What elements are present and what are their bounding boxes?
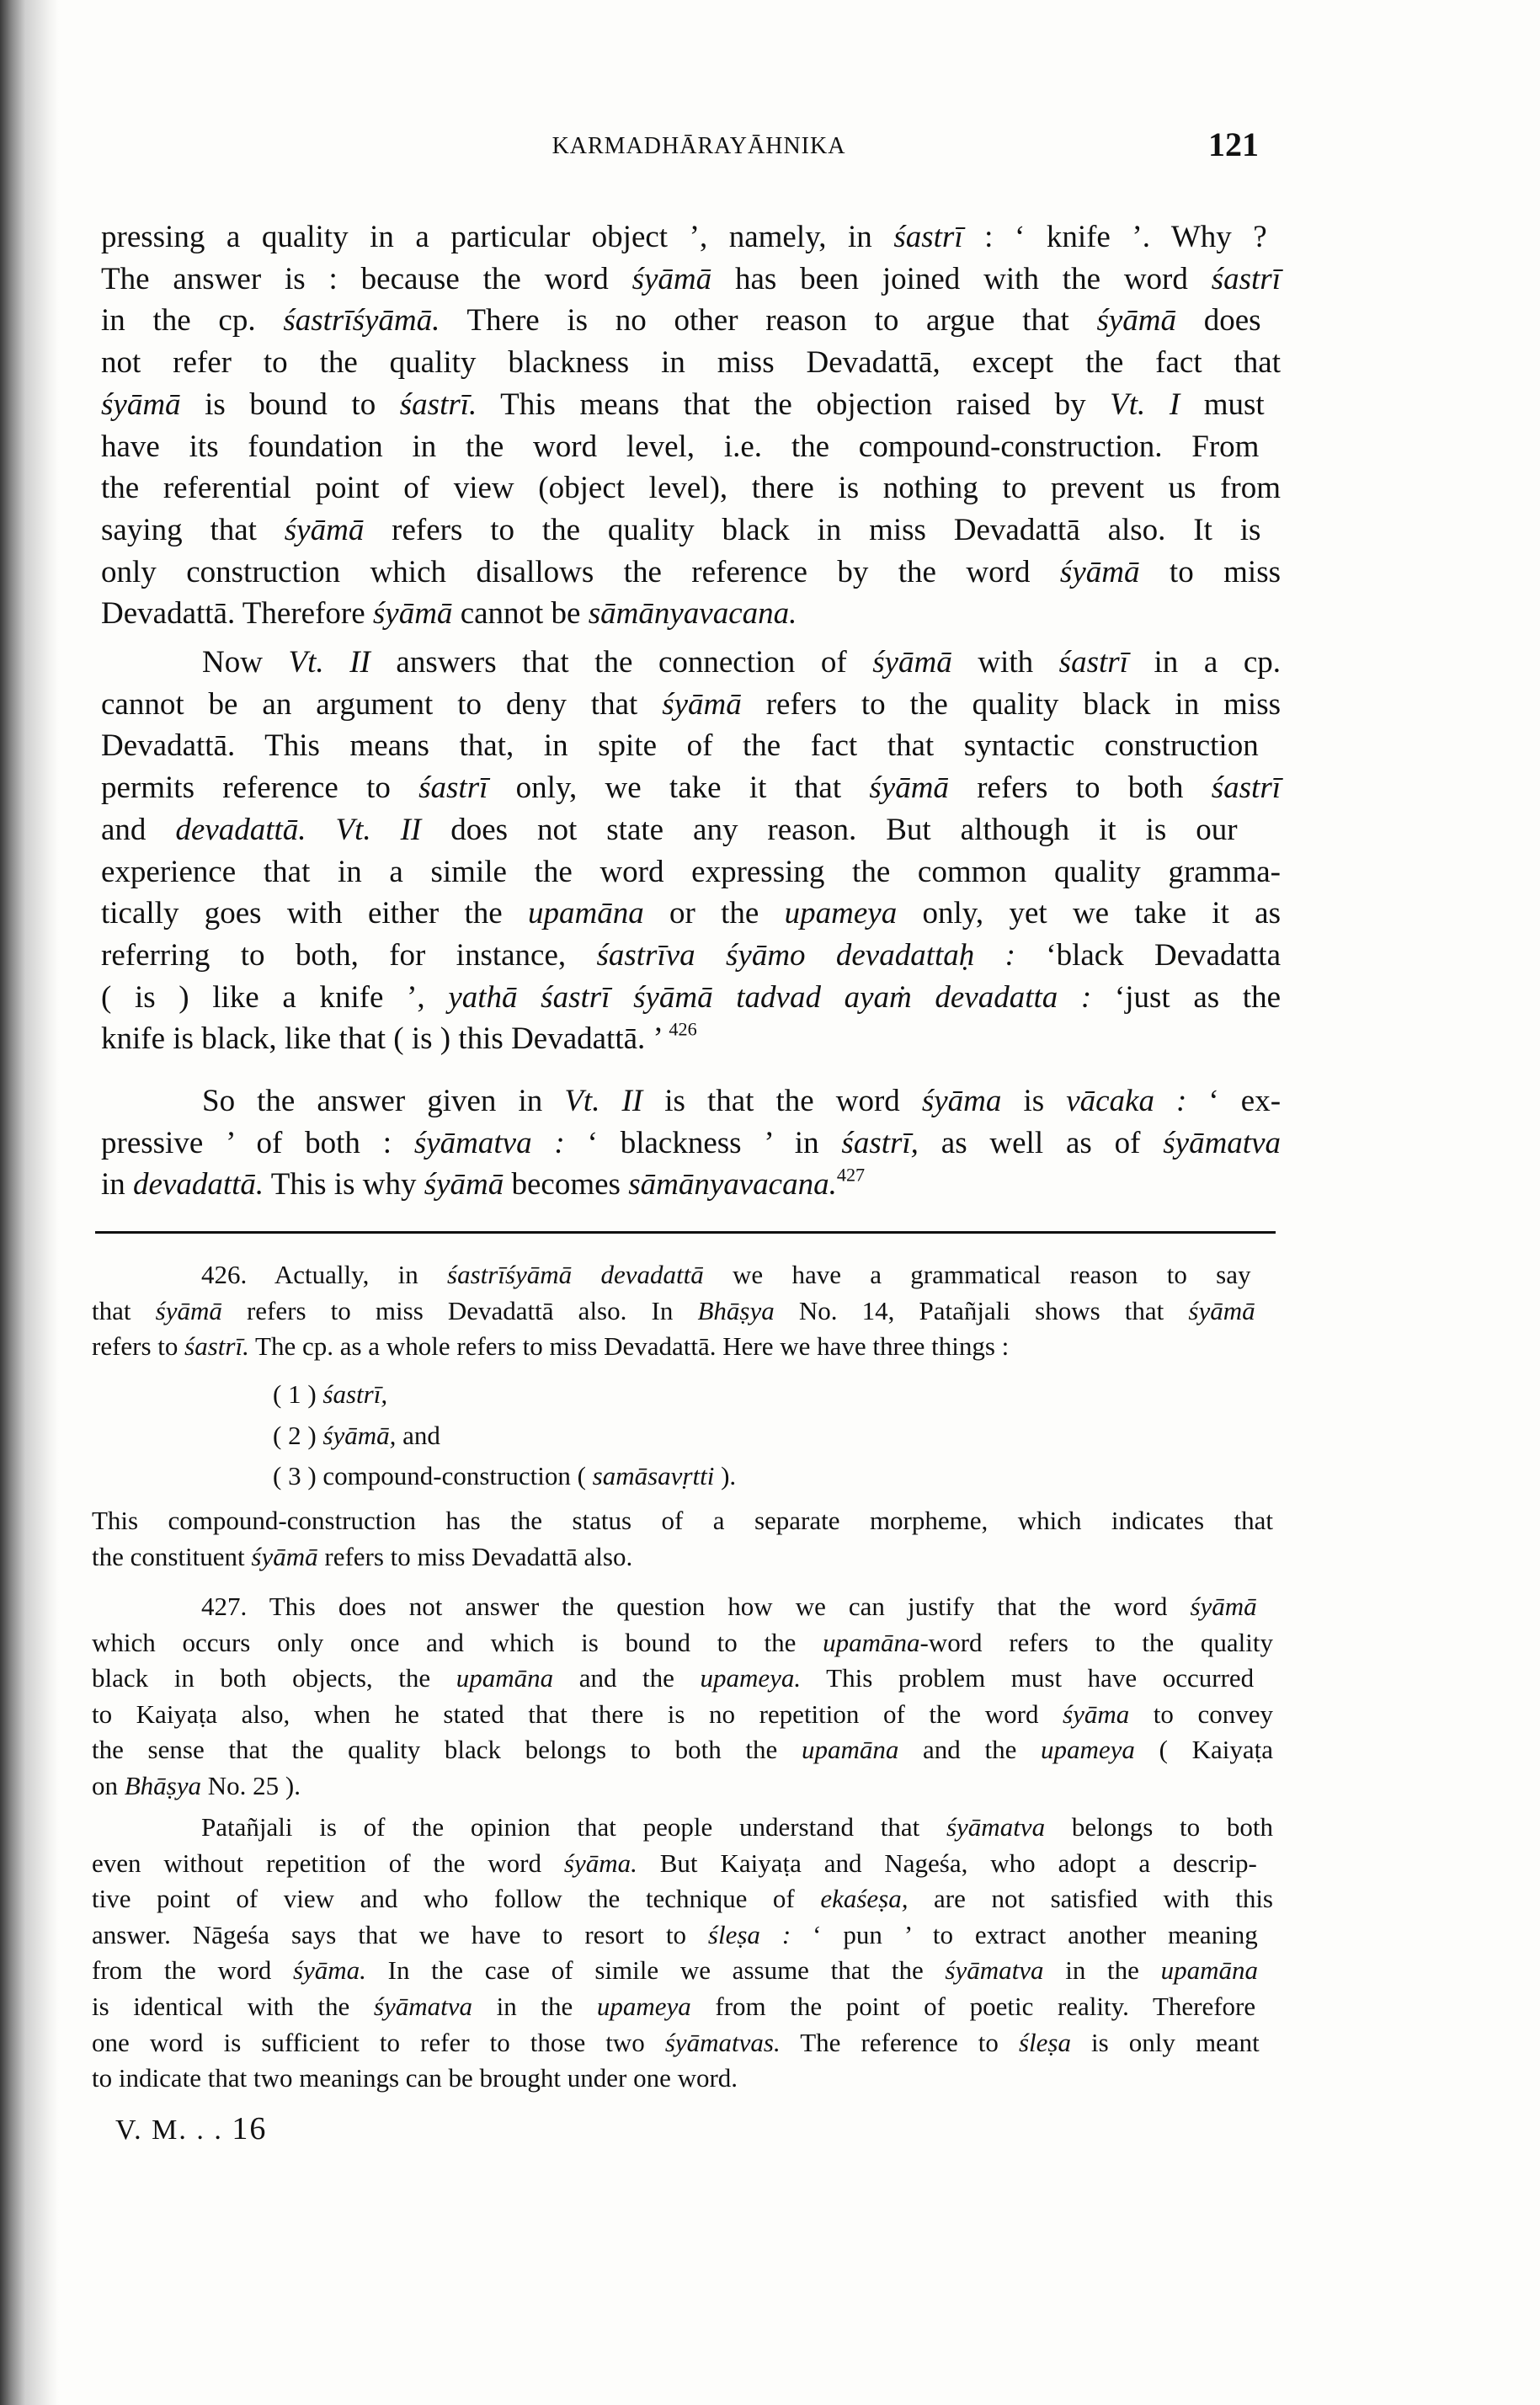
text-run: ‘black Devadatta <box>1015 937 1281 973</box>
running-head: KARMADHĀRAYĀHNIKA <box>552 133 846 159</box>
text-line-content <box>101 1018 697 1060</box>
text-line <box>92 1661 1273 1697</box>
text-line-content <box>92 1293 1255 1330</box>
text-run: This compound-construction has the status of a separate morpheme, which indicates that <box>92 1506 1273 1535</box>
text-line-content <box>101 725 1259 767</box>
text-run: even without repetition of the word <box>92 1848 564 1878</box>
text-run: In the case of simile we assume that the <box>365 1955 946 1986</box>
italic-term: śleṣa <box>1018 2027 1071 2057</box>
italic-term: upamāna <box>801 1735 899 1765</box>
text-run: ( 3 ) compound-construction ( <box>273 1461 593 1491</box>
footnote-427 <box>92 1589 1273 1805</box>
italic-term: śyāmā <box>631 261 712 296</box>
text-run: tically goes with either the <box>101 896 528 931</box>
text-line <box>92 1989 1273 2025</box>
text-line <box>101 851 1281 893</box>
text-line-content <box>202 1080 1281 1123</box>
text-line <box>101 725 1281 767</box>
text-run: in <box>101 1167 134 1202</box>
text-line <box>92 1456 1273 1497</box>
text-line <box>101 1080 1281 1123</box>
text-line-content <box>101 467 1281 509</box>
text-run: is <box>1001 1084 1067 1118</box>
text-line-content <box>92 1697 1273 1733</box>
text-line-content <box>101 384 1265 426</box>
italic-term: upamāna <box>527 896 644 931</box>
text-run: This means that the objection raised by <box>477 387 1111 422</box>
italic-term: upamāna <box>456 1663 554 1693</box>
italic-term: Vt. II <box>564 1084 643 1118</box>
italic-term: śyāmā <box>1188 1295 1255 1325</box>
italic-term: sāmānyavacana. <box>588 596 797 632</box>
text-run: This is why <box>264 1167 424 1202</box>
text-run: and <box>396 1420 440 1450</box>
text-line <box>92 1846 1273 1882</box>
italic-term: devadattā. <box>175 812 306 847</box>
text-run: from the point of poetic reality. Therefore <box>690 1991 1256 2021</box>
text-run: Now <box>202 645 289 680</box>
text-line <box>92 1293 1273 1330</box>
italic-term: śastrī. <box>184 1331 249 1362</box>
text-line-content <box>92 1917 1258 1954</box>
italic-term: śastrīśyāmā. <box>283 303 440 339</box>
footnote-rule <box>95 1231 1276 1234</box>
italic-term: Vt. II <box>288 645 370 680</box>
italic-term: śyāmā <box>251 1541 318 1571</box>
text-run: No. 14, Patañjali shows that <box>774 1295 1189 1325</box>
italic-term: śyāmā <box>284 512 365 547</box>
text-line <box>101 300 1281 342</box>
text-run: with <box>951 645 1059 680</box>
text-line-content <box>101 893 1281 935</box>
italic-term: śyāma. <box>292 1955 366 1986</box>
text-line-content <box>273 1456 736 1497</box>
text-run: -word refers to the quality <box>919 1627 1273 1657</box>
italic-term: śyāmā, <box>322 1420 397 1450</box>
text-run: ( is ) like a knife ’, <box>101 979 449 1015</box>
text-line <box>101 552 1281 594</box>
text-line-content <box>101 342 1281 384</box>
italic-term: śastrī <box>1211 771 1282 806</box>
text-line-content <box>101 509 1260 552</box>
text-run: does <box>1176 303 1261 339</box>
italic-term: vācaka : <box>1066 1084 1187 1118</box>
text-run: in the <box>1043 1955 1161 1986</box>
text-run: experience that in a simile the word expressing the common quality gramma- <box>101 854 1281 889</box>
text-run: the sense that the quality black belongs to both the <box>92 1735 802 1765</box>
text-run: refers to <box>92 1331 185 1362</box>
text-line-content <box>92 2061 738 2097</box>
text-line <box>92 1374 1273 1416</box>
text-line <box>101 342 1281 384</box>
body-paragraph <box>101 642 1281 1060</box>
text-line <box>92 1953 1273 1989</box>
text-run: cannot be an argument to deny that <box>101 686 663 722</box>
text-run: Patañjali is of the opinion that people understand that <box>201 1812 946 1842</box>
text-run: This problem must have occurred <box>801 1663 1255 1693</box>
italic-term: śastrīva śyāmo devadattaḥ : <box>596 937 1015 973</box>
text-line <box>101 1123 1281 1165</box>
text-run: and <box>101 812 176 847</box>
text-line <box>92 1416 1273 1457</box>
italic-term: śyāmatva <box>373 1991 472 2021</box>
text-line <box>101 216 1281 259</box>
italic-term: śastrī, <box>841 1125 919 1160</box>
text-run: only, we take it that <box>488 771 870 806</box>
text-line-content <box>101 552 1281 594</box>
text-run: The reference to <box>780 2027 1019 2057</box>
text-run: in the <box>472 1991 597 2021</box>
text-line <box>92 1768 1273 1805</box>
text-line <box>101 1018 1281 1060</box>
text-run: we have a grammatical reason to say <box>703 1260 1251 1289</box>
text-line-content <box>92 1989 1255 2025</box>
text-line <box>92 1697 1273 1733</box>
text-line <box>92 2025 1273 2061</box>
text-run: tive point of view and who follow the technique of <box>92 1884 821 1914</box>
italic-term: upamāna <box>1160 1955 1259 1986</box>
text-line-content <box>101 684 1281 726</box>
text-line-content <box>92 1539 632 1576</box>
text-line <box>101 426 1281 468</box>
italic-term: śastrī, <box>322 1379 388 1409</box>
text-line-content <box>273 1374 387 1416</box>
text-line <box>101 259 1281 301</box>
text-line <box>92 1810 1273 1846</box>
text-line <box>92 1329 1273 1365</box>
footnote-ref: 427 <box>836 1164 866 1186</box>
text-run: answers that the connection of <box>370 645 873 680</box>
italic-term: Bhāṣya <box>697 1295 775 1325</box>
italic-term: upameya <box>1041 1735 1135 1765</box>
italic-term: śyāmā <box>155 1295 222 1325</box>
text-run: as well as of <box>918 1125 1164 1160</box>
italic-term: śyāmā <box>1190 1592 1257 1621</box>
italic-term: śyāma <box>1063 1698 1130 1729</box>
text-run: to indicate that two meanings can be brought under one word. <box>92 2063 738 2093</box>
text-run: refers to both <box>948 771 1212 806</box>
text-run: ‘ blackness ’ in <box>564 1125 842 1160</box>
body-paragraph <box>101 1080 1281 1206</box>
text-line <box>92 1503 1273 1539</box>
text-run: pressive ’ of both : <box>101 1125 414 1160</box>
text-line <box>101 384 1281 426</box>
italic-term: upameya <box>596 1991 691 2021</box>
text-line <box>92 1881 1273 1917</box>
text-line-content <box>101 935 1281 977</box>
footnote-426 <box>92 1257 1273 1365</box>
text-run: is bound to <box>180 387 400 422</box>
text-line-content <box>92 1732 1273 1768</box>
text-line-content <box>92 1329 1009 1365</box>
italic-term: sāmānyavacana. <box>628 1167 837 1202</box>
text-line-content <box>201 1257 1250 1293</box>
text-run: has been joined with the word <box>711 261 1212 296</box>
text-line <box>92 1625 1273 1661</box>
italic-term: śyāmatva <box>1163 1125 1281 1160</box>
text-run: So the answer given in <box>202 1084 565 1118</box>
text-run: in a cp. <box>1127 645 1281 680</box>
text-run: to miss <box>1139 554 1281 589</box>
text-run: ‘just as the <box>1091 979 1281 1015</box>
text-run: one word is sufficient to refer to those two <box>92 2027 665 2057</box>
italic-term: samāsavṛtti <box>592 1461 715 1491</box>
italic-term: upamāna <box>823 1627 920 1657</box>
scan-edge-shadow <box>0 0 59 2405</box>
italic-term: śastrī <box>1211 261 1281 296</box>
text-run: to Kaiyaṭa also, when he stated that there is no repetition of the word <box>92 1698 1063 1729</box>
text-run: or the <box>643 896 785 931</box>
text-run: Devadattā. Therefore <box>101 596 373 632</box>
text-line-content <box>101 426 1259 468</box>
text-run: refers to miss Devadattā also. In <box>221 1295 698 1325</box>
italic-term: śyāma <box>921 1084 1002 1118</box>
text-line <box>92 1732 1273 1768</box>
text-run: does not state any reason. But although it is our <box>421 812 1238 847</box>
italic-term: śastrī. <box>399 387 477 422</box>
text-line <box>101 1164 1281 1206</box>
text-line-content <box>92 1768 301 1805</box>
text-run: There is no other reason to argue that <box>440 303 1097 339</box>
text-run: in the cp. <box>101 303 284 339</box>
signature-mark <box>115 2110 267 2147</box>
text-line-content <box>92 1503 1273 1539</box>
text-line <box>92 2061 1273 2097</box>
text-run: to convey <box>1129 1698 1273 1729</box>
text-run: Devadattā. This means that, in spite of the fact that syntactic construction <box>101 728 1259 764</box>
text-run: on <box>92 1770 125 1800</box>
italic-term: śyāmā <box>869 771 949 806</box>
text-run: which occurs only once and which is bound to the <box>92 1627 823 1657</box>
text-line-content <box>202 642 1281 684</box>
italic-term: śyāma. <box>563 1848 637 1878</box>
text-line <box>92 1539 1273 1576</box>
text-run: : ‘ knife ’. Why ? <box>962 220 1267 254</box>
footnote-426-list <box>92 1374 1273 1497</box>
italic-term: śyāmā <box>662 686 742 722</box>
text-line <box>92 1917 1273 1954</box>
italic-term: devadattā. <box>133 1167 264 1202</box>
text-line <box>101 509 1281 552</box>
text-run: cannot be <box>452 596 589 632</box>
text-run <box>306 813 336 847</box>
italic-term: śyāmatva <box>945 1955 1044 1986</box>
text-run: ( Kaiyaṭa <box>1134 1735 1274 1765</box>
text-line <box>101 977 1281 1019</box>
signature-number: 16 <box>232 2111 268 2146</box>
text-run: ( 1 ) <box>273 1379 323 1409</box>
text-line-content <box>101 1164 865 1206</box>
text-run: referring to both, for instance, <box>101 937 597 973</box>
text-line <box>101 467 1281 509</box>
text-run: and the <box>898 1735 1042 1765</box>
text-run: black in both objects, the <box>92 1663 456 1693</box>
text-run: ). <box>714 1461 737 1491</box>
italic-term: Bhāṣya <box>124 1770 202 1800</box>
text-run: is identical with the <box>92 1991 374 2021</box>
body-paragraph <box>101 216 1281 635</box>
text-line-content <box>92 1881 1273 1917</box>
text-run: belongs to both <box>1045 1812 1274 1842</box>
text-line-content <box>101 977 1281 1019</box>
italic-term: śyāmā <box>872 645 952 680</box>
footnote-426-continuation <box>92 1503 1273 1575</box>
text-line-content <box>101 851 1281 893</box>
text-run: that <box>92 1295 156 1325</box>
italic-term: śleṣa : <box>707 1919 791 1949</box>
text-run: not refer to the quality blackness in miss Devadattā, except the fact that <box>101 345 1281 381</box>
text-run: ‘ ex- <box>1186 1084 1282 1118</box>
text-run: are not satisfied with this <box>908 1884 1273 1914</box>
text-line-content <box>92 1846 1257 1882</box>
text-run: But Kaiyaṭa and Nageśa, who adopt a descrip- <box>637 1848 1257 1878</box>
text-line-content <box>92 1661 1254 1697</box>
text-run: only, yet we take it as <box>897 896 1281 931</box>
text-line <box>92 1589 1273 1625</box>
italic-term: śyāmā <box>424 1167 504 1202</box>
italic-term: upameya <box>784 896 898 931</box>
text-run: answer. Nāgeśa says that we have to resort to <box>92 1919 708 1949</box>
text-run: have its foundation in the word level, i.e. the compound-construction. From <box>101 429 1260 464</box>
text-line <box>101 684 1281 726</box>
text-run: becomes <box>504 1167 629 1202</box>
italic-term: śyāmatva : <box>413 1125 565 1160</box>
text-run: refers to miss Devadattā also. <box>317 1541 633 1571</box>
text-line <box>101 767 1281 809</box>
text-run: The cp. as a whole refers to miss Devadattā. Here we have three things : <box>248 1331 1010 1362</box>
text-line-content <box>201 1589 1257 1625</box>
text-run: refers to the quality black in miss <box>741 686 1281 722</box>
text-line-content <box>101 1123 1281 1165</box>
italic-term: ekaśeṣa, <box>820 1884 909 1914</box>
text-run: the constituent <box>92 1541 252 1571</box>
italic-term: yathā śastrī śyāmā tadvad ayaṁ devadatta : <box>448 979 1092 1015</box>
text-line-content <box>101 593 797 635</box>
text-run: ( 2 ) <box>273 1420 323 1450</box>
italic-term: śyāmatvas. <box>664 2027 781 2057</box>
italic-term: śastrī <box>893 220 963 254</box>
text-run: saying that <box>101 512 285 547</box>
text-line <box>101 642 1281 684</box>
text-run: is only meant <box>1070 2027 1260 2057</box>
italic-term: Vt. I <box>1110 387 1180 422</box>
footnote-ref: 426 <box>669 1018 697 1040</box>
text-run: 427. This does not answer the question how we can justify that the word <box>201 1592 1191 1621</box>
text-line <box>101 935 1281 977</box>
italic-term: upameya. <box>700 1663 802 1693</box>
text-line-content <box>101 767 1281 809</box>
footnote-427-continuation <box>92 1810 1273 2097</box>
text-line <box>101 893 1281 935</box>
italic-term: śyāmā <box>1096 303 1176 339</box>
text-line-content <box>92 2025 1260 2061</box>
text-run: from the word <box>92 1955 293 1986</box>
text-run: permits reference to <box>101 771 419 806</box>
text-line-content <box>101 300 1261 342</box>
page-number: 121 <box>1208 125 1259 163</box>
italic-term: Vt. II <box>335 812 422 847</box>
text-run: ‘ pun ’ to extract another meaning <box>791 1919 1258 1949</box>
text-run: pressing a quality in a particular object ’, namely, in <box>101 220 894 254</box>
text-run: knife is black, like that ( is ) this Devadattā. ’ <box>101 1021 669 1057</box>
text-run: is that the word <box>642 1084 922 1118</box>
text-run: The answer is : because the word <box>101 261 632 296</box>
text-line-content <box>101 259 1281 301</box>
signature-prefix: V. M. . . <box>115 2114 232 2146</box>
text-line-content <box>92 1625 1273 1661</box>
text-line-content <box>92 1953 1258 1989</box>
italic-term: śastrī <box>418 771 488 806</box>
text-line <box>101 809 1281 851</box>
text-line <box>101 593 1281 635</box>
italic-term: śastrīśyāmā devadattā <box>447 1260 704 1289</box>
text-run: and the <box>553 1663 701 1693</box>
text-run: No. 25 ). <box>201 1770 301 1800</box>
text-run: 426. Actually, in <box>201 1260 448 1289</box>
italic-term: śyāmā <box>372 596 453 632</box>
italic-term: śyāmā <box>1059 554 1140 589</box>
text-line-content <box>201 1810 1273 1846</box>
italic-term: śastrī <box>1058 645 1128 680</box>
text-line-content <box>101 809 1238 851</box>
text-line-content <box>101 216 1267 259</box>
text-line <box>92 1257 1273 1293</box>
text-run: must <box>1180 387 1265 422</box>
text-run: only construction which disallows the reference by the word <box>101 554 1060 589</box>
text-run: the referential point of view (object level), there is nothing to prevent us from <box>101 471 1281 506</box>
text-line-content <box>273 1416 440 1457</box>
italic-term: śyāmā <box>101 387 181 422</box>
italic-term: śyāmatva <box>946 1812 1046 1842</box>
text-run: refers to the quality black in miss Devadattā also. It is <box>364 512 1261 547</box>
